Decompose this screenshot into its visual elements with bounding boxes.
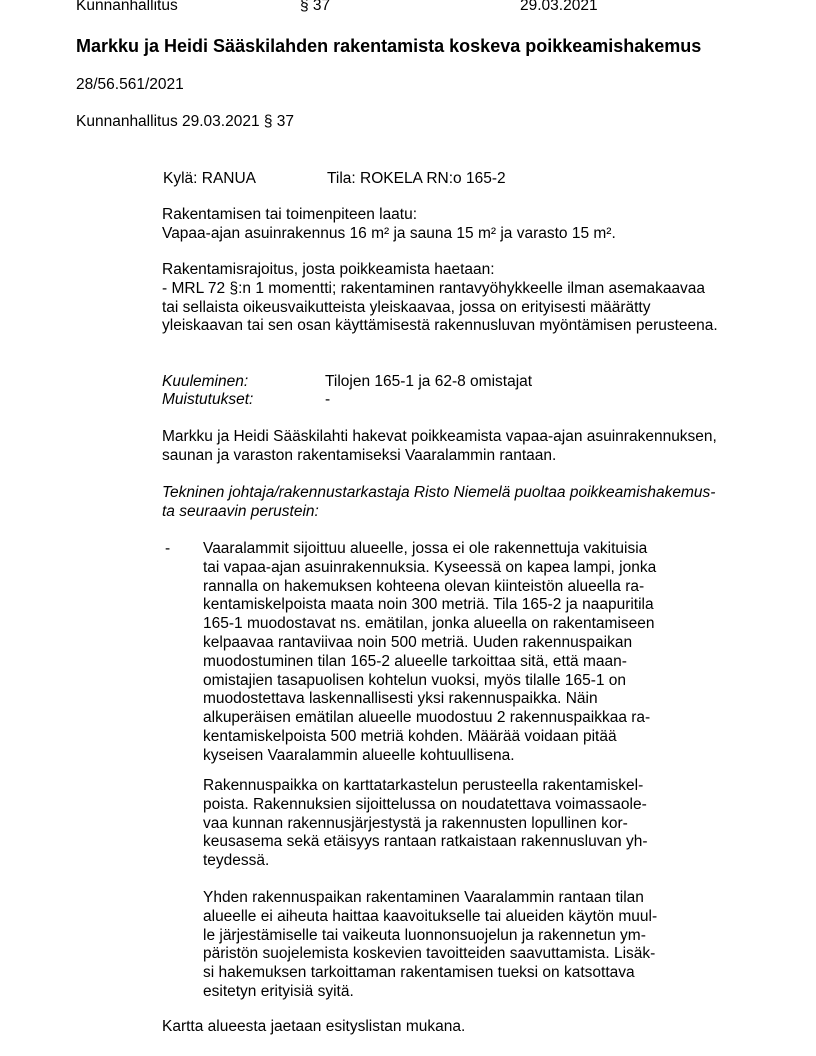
meeting-reference: Kunnanhallitus 29.03.2021 § 37 [76,113,295,130]
header-body: Kunnanhallitus [76,0,178,14]
application-summary: Markku ja Heidi Sääskilahti hakevat poikkeamista vapaa-ajan asuinrakennuksen, saunan ja varaston rakentamiseksi Vaaralammin rantaan. [162,428,717,464]
map-note: Kartta alueesta jaetaan esityslistan mukana. [162,1018,466,1035]
construction-quality: Rakentamisen tai toimenpiteen laatu: Vapaa-ajan asuinrakennus 16 m² ja sauna 15 m² ja varasto 15 m². [162,206,616,242]
hearing-label: Kuuleminen: [162,373,249,390]
page-title: Markku ja Heidi Sääskilahden rakentamista koskeva poikkeamishakemus [76,36,702,56]
header-date: 29.03.2021 [520,0,598,14]
remarks-value: - [325,391,331,408]
header-section: § 37 [300,0,331,14]
estate: Tila: ROKELA RN:o 165-2 [327,170,506,187]
remarks-label: Muistutukset: [162,391,254,408]
village: Kylä: RANUA [163,170,257,187]
bullet-dash: - [165,540,171,557]
record-number: 28/56.561/2021 [76,76,184,93]
construction-restriction: Rakentamisrajoitus, josta poikkeamista haetaan: - MRL 72 §:n 1 momentti; rakentaminen rantavyöhykkeelle ilman asemakaavaa tai sellaista oikeusvaikutteista yleiskaavaa, jossa on erityisesti määrätty yleiskaavan tai sen osan käyttämisestä rakennusluvan myöntämisen perusteena. [162,261,718,335]
reason-1: Vaaralammit sijoittuu alueelle, jossa ei ole rakennettuja vakituisia tai vapaa-ajan asuinrakennuksia. Kyseessä on kapea lampi, jonka rannalla on hakemuksen kohteena olevan kiinteistön alueella ra- kentamiskelpoista maata noin 300 metriä. Tila 165-2 ja naapuritila 165-1 muodostavat ns. emätilan, jonka alueella on rakentamiseen kelpaavaa rantaviivaa noin 500 metriä. Uuden rakennuspaikan muodostuminen tilan 165-2 alueelle tarkoittaa sitä, että maan- omistajien tasapuolisen kohtelun vuoksi, myös tilalle 165-1 on muodostettava laskennallisesti yksi rakennuspaikka. Näin alkuperäisen emätilan alueelle muodostuu 2 rakennuspaikkaa ra- kentamiskelpoista 500 metriä kohden. Määrää voidaan pitää kyseisen Vaaralammin alueelle kohtuullisena. [203,540,657,764]
hearing-value: Tilojen 165-1 ja 62-8 omistajat [325,373,533,390]
reason-2: Rakennuspaikka on karttatarkastelun perusteella rakentamiskel- poista. Rakennuksien sijoittelussa on noudatettava voimassaole- vaa kunnan rakennusjärjestystä ja rakennusten lopullinen kor- keusasema sekä etäisyys rantaan ratkaistaan rakennusluvan yh- teydessä. [203,777,648,870]
recommendation: Tekninen johtaja/rakennustarkastaja Risto Niemelä puoltaa poikkeamishakemus- ta seuraavin perustein: [162,484,716,520]
reason-3: Yhden rakennuspaikan rakentaminen Vaaralammin rantaan tilan alueelle ei aiheuta haittaa kaavoitukselle tai alueiden käytön muul- le järjestämiselle tai vaikeuta luonnonsuojelun ja rakennetun ym- päristön suojelemista koskevien tavoitteiden saavuttamista. Lisäk- si hakemuksen tarkoittaman rakentamisen tueksi on katsottava esitetyn erityisiä syitä. [203,889,658,1000]
